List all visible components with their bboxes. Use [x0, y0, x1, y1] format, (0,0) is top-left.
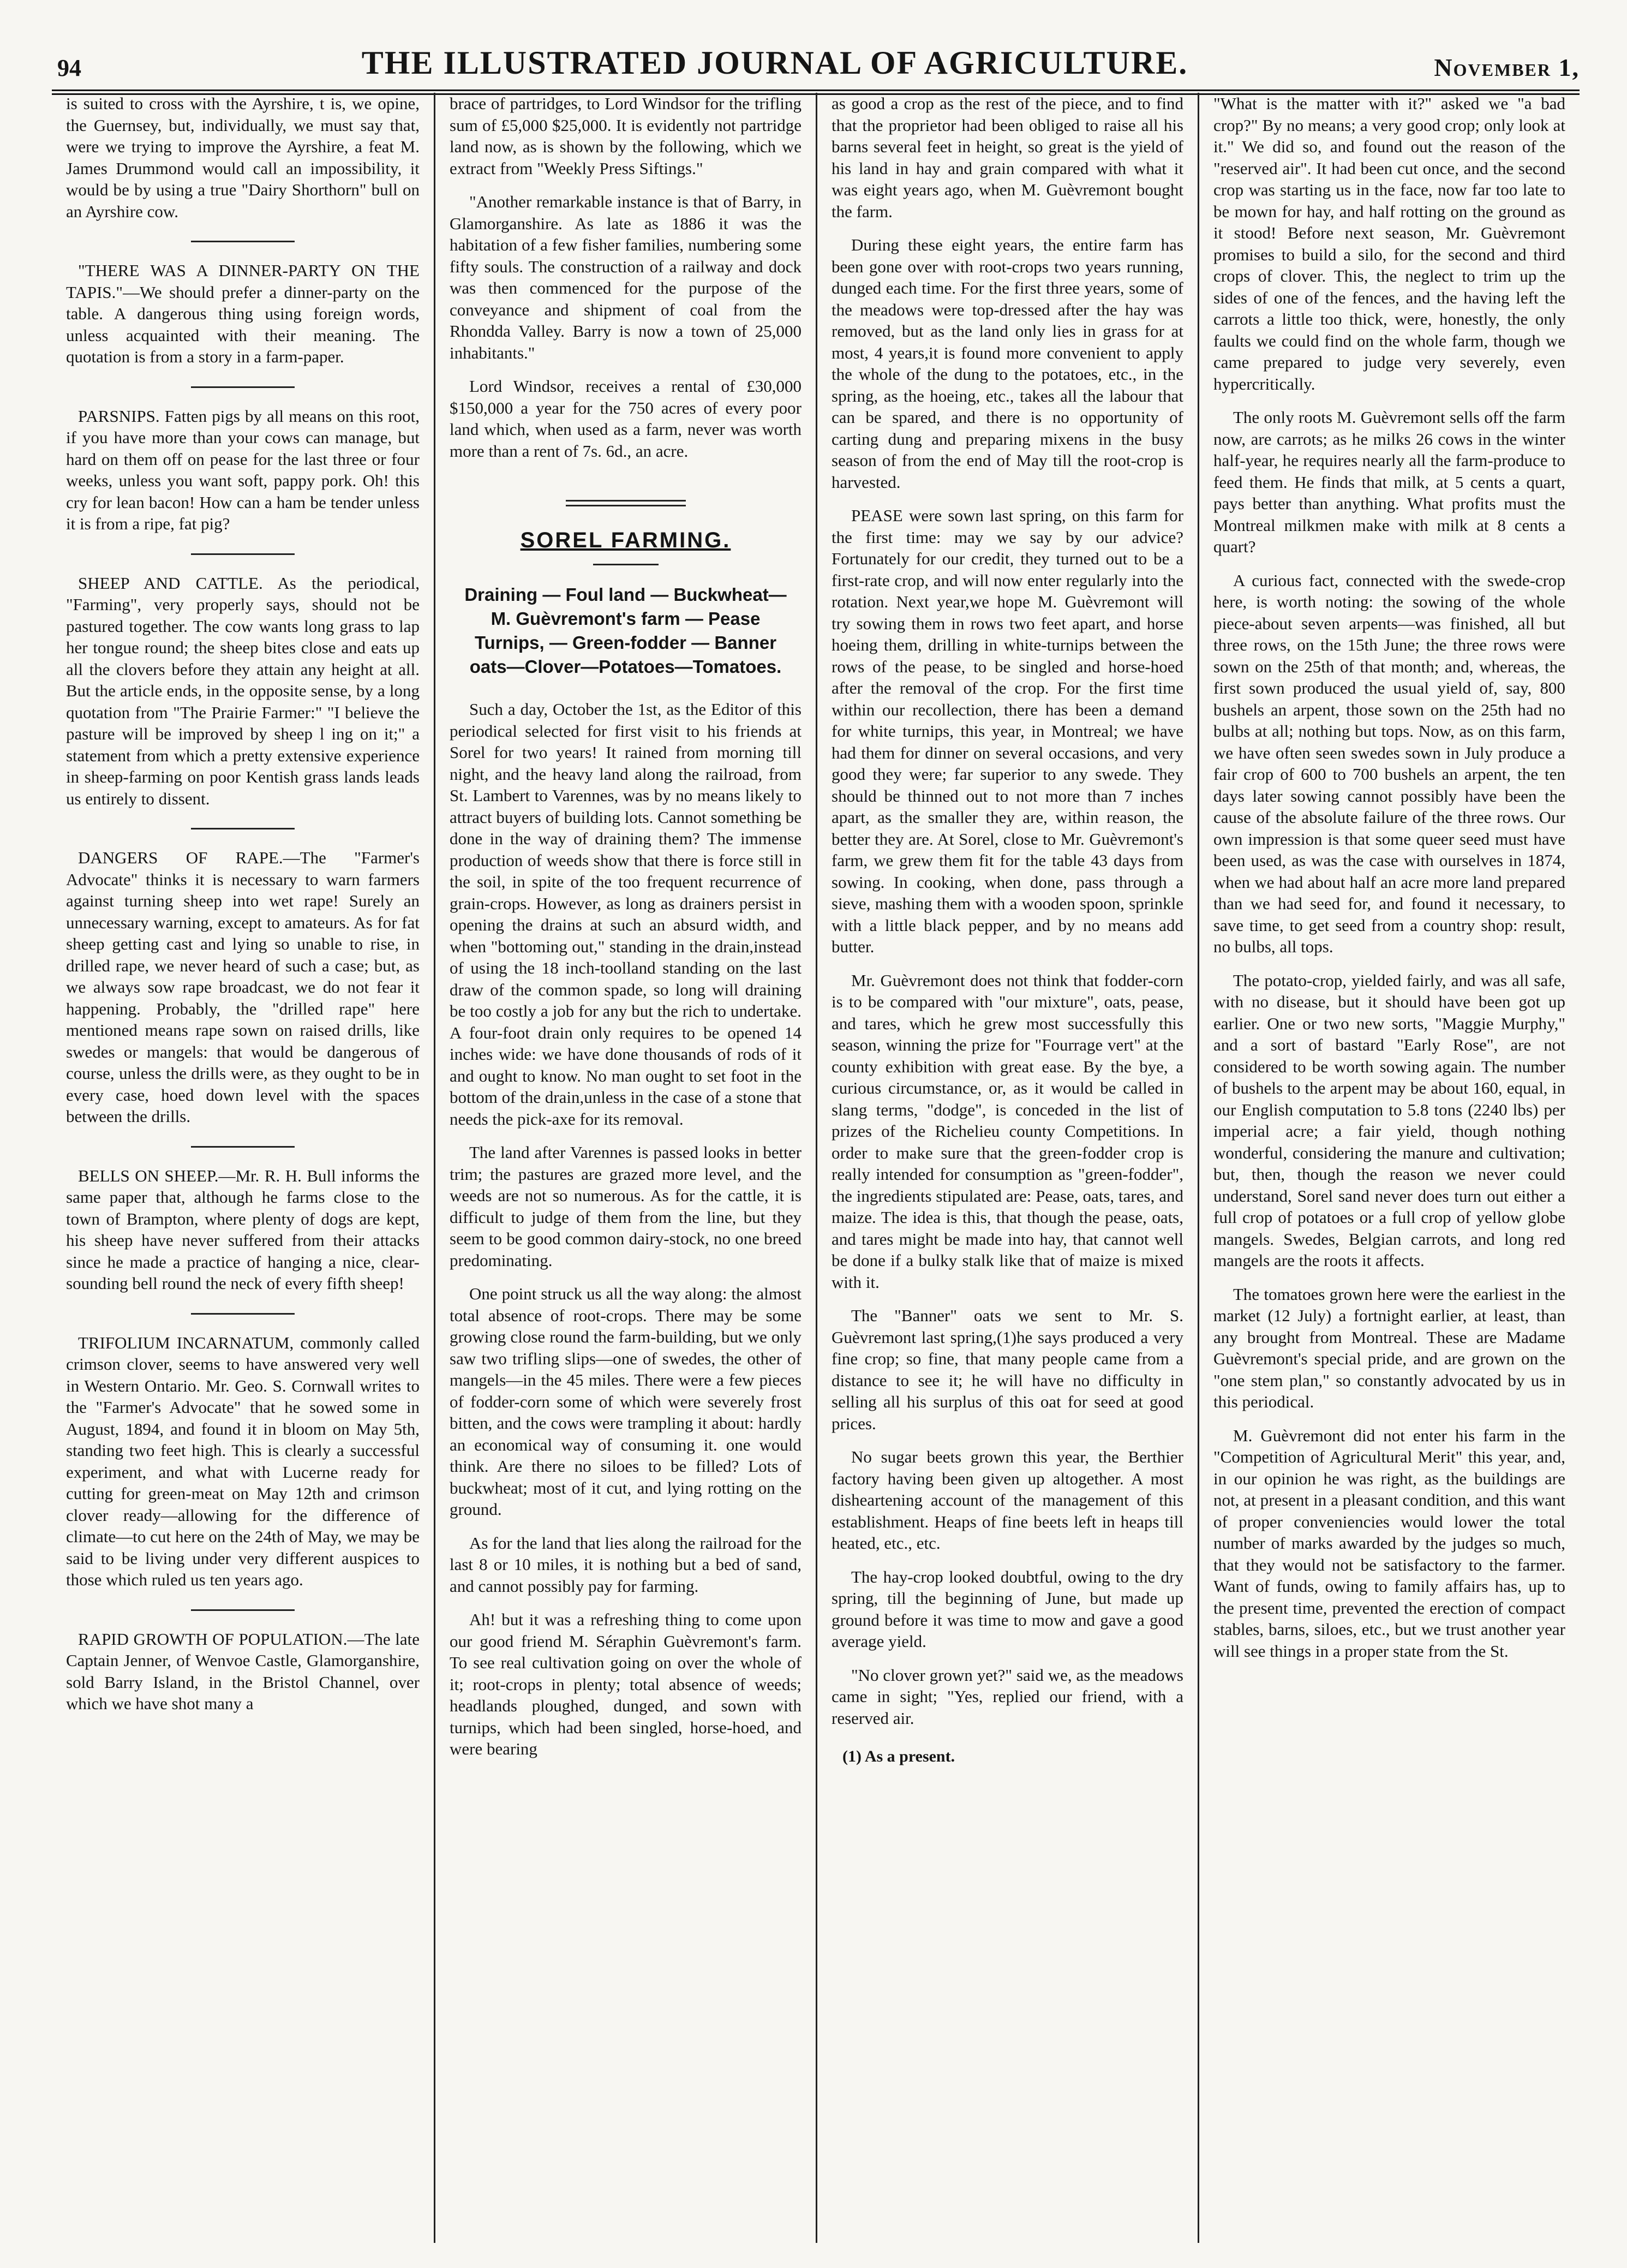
paragraph-lord-windsor: Lord Windsor, receives a rental of £30,000 $150,000 a year for the 750 acres of every poor land which, when used as a farm, never was worth more than a rent of 7s. 6d., an acre. [450, 377, 801, 461]
paragraph-hay-crop: The hay-crop looked doubtful, owing to the dry spring, till the beginning of June, but made up ground before it was time to mow and gave a good average yield. [832, 1567, 1183, 1651]
divider [191, 553, 295, 555]
paragraph-dinner-party: "THERE WAS A DINNER-PARTY ON THE TAPIS."—We should prefer a dinner-party on the table. A dangerous thing using foreign words, unless acquainted with their meaning. The quotation is from a story in a farm-paper. [66, 261, 420, 366]
divider [191, 241, 295, 242]
paragraph-dangers-of-rape: DANGERS OF RAPE.—The "Farmer's Advocate" thinks it is necessary to warn farmers against turning sheep into wet rape! Surely an unnecessary warning, except to amateurs. As for fat sheep getting cast and lying so unable to rise, in drilled rape, we never heard of such a case; but, as we always sow rape broadcast, we do not fear it happening. Probably, the "drilled rape" here mentioned means rape sown on raised drills, like swedes or mangels: that would be dangerous of course, unless the drills were, as they ought to be in every case, hoed down level with the spaces between the drills. [66, 848, 420, 1126]
footnote: (1) As a present. [842, 1747, 955, 1765]
paragraph-guevremont-farm: Ah! but it was a refreshing thing to come upon our good friend M. Séraphin Guèvremont's farm. To see real cultivation going on over the whole of it; root-crops in plenty; total absence of weeds; headlands ploughed, dunged, and sown with turnips, which had been singled, horse-hoed, and were bearing [450, 1610, 801, 1758]
journal-title: THE ILLUSTRATED JOURNAL OF AGRICULTURE. [361, 45, 1188, 81]
column-4 [1198, 93, 1580, 2243]
paragraph-ayrshire: is suited to cross with the Ayrshire, t is, we opine, the Guernsey, but, individually, we must say that, were we trying to improve the Ayrshire, a feat M. James Drummond would call an impossibility, it would be by using a true "Dairy Shorthorn" bull on an Ayrshire cow. [66, 94, 420, 221]
divider [191, 386, 295, 388]
paragraph-barns: as good a crop as the rest of the piece, and to find that the proprietor had been obliged to raise all his barns several feet in height, so great is the yield of his land in hay and grain compared with what it was eight years ago, when M. Guèvremont bought the farm. [832, 94, 1183, 221]
article-columns [52, 93, 1580, 2243]
divider [191, 1146, 295, 1148]
section-title: SOREL FARMING. [520, 528, 731, 552]
paragraph-swede-crop: A curious fact, connected with the swede-crop here, is worth noting: the sowing of the whole piece-about seven arpents—was finished, all but three rows, on the 15th June; the three rows were sown on the 25th of that month; and, whereas, the first sown produced the usual yield of, say, 800 bushels an arpent, those sown on the 25th had no bulbs at all; nothing but tops. Now, as on this farm, we have often seen swedes sown in July produce a fair crop of 600 to 700 bushels an arpent, the ten days later sowing cannot possibly have been the cause of the absolute failure of the three rows. Our own impression is that some queer seed must have been used, as was the case with ourselves in 1874, when we had about half an acre more land prepared than we had seed for, and found it necessary, to save time, to get seed from a country shop: result, no bulbs, all tops. [1213, 570, 1565, 956]
paragraph-clover-crop: "What is the matter with it?" asked we "a bad crop?" By no means; a very good crop; only look at it." We did so, and found out the reason of the "reserved air". It had been cut once, and the second crop was starting us in the face, now far too late to be mown for hay, and half rotting on the ground as it stood! Before next season, Mr. Guèvremont promises to build a silo, for the second and third crops of clover. This, the neglect to trim up the sides of one of the fences, and the having left the carrots a little too thick, were, honestly, the only faults we could find on the whole farm, though we came prepared to judge very severely, even hypercritically. [1213, 94, 1565, 393]
paragraph-sheep-cattle: SHEEP AND CATTLE. As the periodical, "Farming", very properly says, should not be pastured together. The cow wants long grass to lap her tongue round; the sheep bites close and eats up all the clovers before they attain any height at all. But the article ends, in the opposite sense, by a long quotation from "The Prairie Farmer:" "I believe the pasture will be improved by sheep l ing on it;" a statement from which a pretty extensive experience in sheep-farming on poor Kentish grass lands leads us entirely to dissent. [66, 573, 420, 808]
paragraph-bells-on-sheep: BELLS ON SHEEP.—Mr. R. H. Bull informs the same paper that, although he farms close to the town of Brampton, where plenty of dogs are kept, his sheep have never suffered from their attacks since he made a practice of hanging a nice, clear-sounding bell round the neck of every fifth sheep! [66, 1166, 420, 1293]
paragraph-barry-quote: "Another remarkable instance is that of Barry, in Glamorganshire. As late as 1886 it was the habitation of a few fisher families, numbering some fifty souls. The construction of a railway and dock was then commenced for the purpose of the conveyance and shipment of coal from the Rhondda Valley. Barry is now a town of 25,000 inhabitants." [450, 192, 801, 362]
paragraph-carrots: The only roots M. Guèvremont sells off the farm now, are carrots; as he milks 26 cows in the winter half-year, he requires nearly all the farm-produce to feed them. He finds that milk, at 5 cents a quart, pays better than anything. What profits must the Montreal milkmen make with milk at 8 cents a quart? [1213, 408, 1565, 556]
divider [191, 1313, 295, 1315]
paragraph-sandy-land: As for the land that lies along the railroad for the last 8 or 10 miles, it is nothing but a bed of sand, and cannot possibly pay for farming. [450, 1533, 801, 1596]
column-2 [434, 93, 816, 2243]
newspaper-page [52, 22, 1580, 2246]
divider [191, 828, 295, 829]
paragraph-tomatoes: The tomatoes grown here were the earliest in the market (12 July) a fortnight earlier, at least, than any brought from Montreal. These are Madame Guèvremont's special pride, and are grown on the "one stem plan," so constantly advocated by us in this periodical. [1213, 1284, 1565, 1411]
masthead [52, 22, 1580, 95]
section-title-rule [593, 564, 659, 565]
paragraph-partridges: brace of partridges, to Lord Windsor for the trifling sum of £5,000 $25,000. It is evidently not partridge land now, as is shown by the following, which we extract from "Weekly Press Siftings." [450, 94, 801, 178]
divider [191, 1609, 295, 1611]
paragraph-clover: "No clover grown yet?" said we, as the meadows came in sight; "Yes, replied our friend, with a reserved air. [832, 1665, 1183, 1728]
column-1 [52, 93, 434, 2243]
paragraph-fodder-corn: Mr. Guèvremont does not think that fodder-corn is to be compared with "our mixture", oats, pease, and tares, which he grew most successfully this season, winning the prize for "Fourrage vert" at the county exhibition with great ease. By the bye, a curious circumstance, or, as it would be called in slang terms, "dodge", is conceded in the list of prizes of the Richelieu county Competitions. In order to make sure that the green-fodder crop is really intended for consumption as "green-fodder", the ingredients stipulated are: Pease, oats, tares, and maize. The idea is this, that though the pease, oats, and tares might be made into hay, that cannot well be done if a bulky stalk like that of maize is mixed with it. [832, 970, 1183, 1292]
paragraph-population-growth: RAPID GROWTH OF POPULATION.—The late Captain Jenner, of Wenvoe Castle, Glamorganshire, sold Barry Island, in the Bristol Channel, over which we have shot many a [66, 1629, 420, 1713]
issue-date: November 1, [1434, 53, 1580, 81]
paragraph-trifolium: TRIFOLIUM INCARNATUM, commonly called crimson clover, seems to have answered very well in Western Ontario. Mr. Geo. S. Cornwall writes to the "Farmer's Advocate" that he sowed some in August, 1894, and found it in bloom on May 5th, standing two feet high. This is clearly a successful experiment, and what with Lucerne ready for cutting for green-meat on May 12th and crimson clover ready—allowing for the difference of climate—to cut here on the 24th of May, we may be said to be living under very different auspices to those which ruled us ten years ago. [66, 1333, 420, 1589]
paragraph-banner-oats: The "Banner" oats we sent to Mr. S. Guèvremont last spring,(1)he says produced a very fine crop; so fine, that many people came from a distance to see it; he will have no difficulty in selling all his surplus of this oat for seed at good prices. [832, 1306, 1183, 1433]
paragraph-parsnips: PARSNIPS. Fatten pigs by all means on this root, if you have more than your cows can manage, but hard on them off on pease for the last three or four weeks, unless you want soft, pappy pork. Oh! this cry for lean bacon! How can a ham be tender unless it is from a ripe, fat pig? [66, 406, 420, 533]
section-divider [566, 500, 686, 506]
paragraph-pease: PEASE were sown last spring, on this farm for the first time: may we say by our advice? Fortunately for our credit, they turned out to be a first-rate crop, and will now enter regularly into the rotation. Next year,we hope M. Guèvremont will try sowing them in rows two feet apart, and horse hoeing them, drilling in white-turnips between the rows of the pease, to be singled and horse-hoed after the removal of the crop. For the first time within our recollection, there has been a demand for white turnips, this year, in Montreal; we have had them for dinner on several occasions, and very good they were; far superior to any swede. They should be thinned out to not more than 7 inches apart, as the smaller they are, within reason, the better they are. At Sorel, close to Mr. Guèvremont's farm, we grew them fit for the table 43 days from sowing. In cooking, when done, pass through a sieve, mashing them with a wooden spoon, sprinkle with a little black pepper, and by no means add butter. [832, 506, 1183, 956]
paragraph-competition: M. Guèvremont did not enter his farm in the "Competition of Agricultural Merit" this year, and, in our opinion he was right, as the buildings are not, at present in a pleasant condition, and this want of proper conveniencies would lower the total number of marks awarded by the judges so much, that they would not be satisfactory to the farmer. Want of funds, owing to family affairs has, up to the present time, prevented the erection of compact stables, barns, siloes, etc., but we trust another year will see things in a proper state from the St. [1213, 1425, 1565, 1661]
paragraph-sorel-visit: Such a day, October the 1st, as the Editor of this periodical selected for first visit to his friends at Sorel for two years! It rained from morning till night, and the heavy land along the railroad, from St. Lambert to Varennes, was by no means likely to attract buyers of building lots. Cannot something be done in the way of draining them? The immense production of weeds show that there is force still in the soil, in spite of the too frequent recurrence of grain-crops. However, as long as drainers persist in opening the drains at such an absurd width, and when "bottoming out," standing in the drain,instead of using the 18 inch-toolland standing on the last draw of the common spade, so long will draining be too costly a job for any but the rich to undertake. A four-foot drain only requires to be opened 14 inches wide: we have done thousands of rods of it and ought to know. No man ought to set foot in the bottom of the drain,unless in the case of a stone that needs the pick-axe for its removal. [450, 700, 801, 1129]
section-subheading: Draining — Foul land — Buckwheat— M. Guèvremont's farm — Pease Turnips, — Green-fodder — Banner oats—Clover—Potatoes—Tomatoes. [464, 584, 787, 677]
paragraph-varennes: The land after Varennes is passed looks in better trim; the pastures are grazed more level, and the weeds are not so numerous. As for the cattle, it is difficult to judge of them from the line, but they seem to be good common dairy-stock, no one breed predominating. [450, 1143, 801, 1270]
column-3 [816, 93, 1198, 2243]
paragraph-root-crops: One point struck us all the way along: the almost total absence of root-crops. There may be some growing close round the farm-building, but we only saw two trifling slips—one of swedes, the other of mangels—in the 45 miles. There were a few pieces of fodder-corn some of which were severely frost bitten, and the cows were trampling it about: hardly an economical way of consuming it. one would think. Are there no siloes to be filled? Lots of buckwheat; most of it cut, and lying rotting on the ground. [450, 1284, 801, 1519]
page-number: 94 [57, 55, 81, 81]
paragraph-eight-years: During these eight years, the entire farm has been gone over with root-crops two years running, dunged each time. For the first three years, some of the meadows were top-dressed after the hay was removed, but as the land only lies in grass for at most, 4 years,it is found more convenient to apply the whole of the dung to the potatoes, etc., in the spring, as the hoeing, etc., takes all the labour that can be spared, and there is no opportunity of carting dung and preparing mixens in the busy season of from the end of May till the root-crop is harvested. [832, 235, 1183, 492]
paragraph-sugar-beets: No sugar beets grown this year, the Berthier factory having been given up altogether. A most disheartening account of the management of this establishment. Heaps of fine beets left in heaps till heated, etc., etc. [832, 1447, 1183, 1553]
paragraph-potato-crop: The potato-crop, yielded fairly, and was all safe, with no disease, but it should have been got up earlier. One or two new sorts, "Maggie Murphy," and a sort of bastard "Early Rose", are not considered to be worth sowing again. The number of bushels to the arpent may be about 160, equal, in our English computation to 5.8 tons (2240 lbs) per imperial acre; a fair yield, though nothing wonderful, considering the manure and cultivation; but, then, though the reason we never could understand, Sorel sand never does turn out either a full crop of potatoes or a full crop of yellow globe mangels. Swedes, Belgian carrots, and long red mangels are the roots it affects. [1213, 970, 1565, 1270]
